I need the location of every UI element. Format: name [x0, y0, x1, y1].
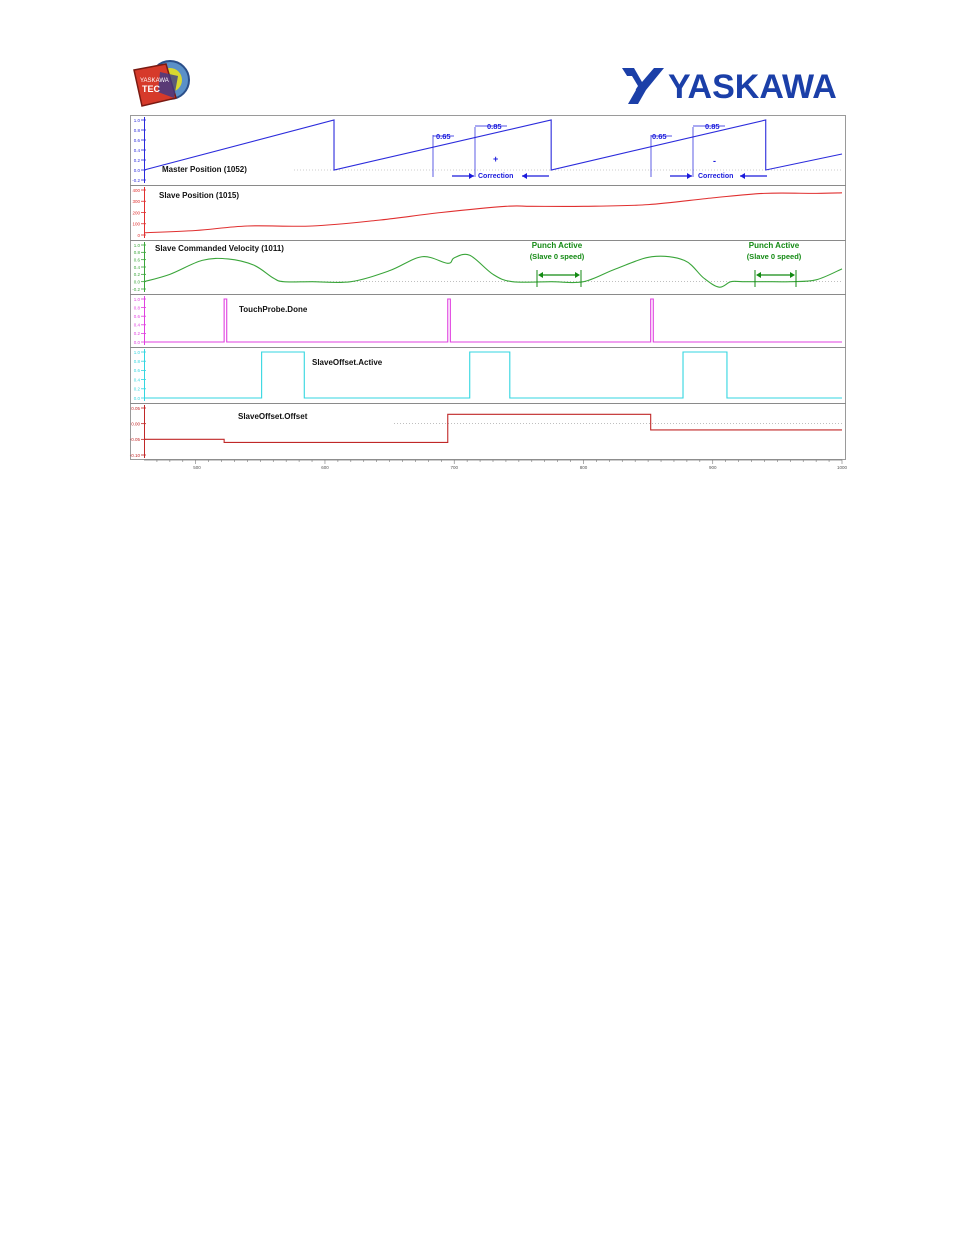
- annotation-sign: +: [493, 154, 499, 164]
- y-tick-label: 0.6: [133, 137, 140, 143]
- panel-title: Master Position (1052): [162, 165, 247, 174]
- y-tick-label: 0.4: [133, 322, 140, 328]
- x-tick-label: 1000: [836, 465, 848, 470]
- y-tick-label: 200: [132, 210, 140, 216]
- panel-title: SlaveOffset.Offset: [238, 412, 308, 421]
- y-tick-label: 1.0: [133, 349, 140, 355]
- y-tick-label: 0.8: [133, 127, 140, 133]
- y-tick-label: 0.8: [133, 359, 140, 364]
- y-tick-label: 0.00: [131, 421, 140, 427]
- x-tick-label: 500: [193, 465, 201, 470]
- panel-title: Slave Commanded Velocity (1011): [155, 244, 284, 253]
- annotation-085: 0.85: [705, 122, 720, 131]
- y-tick-label: -0.2: [132, 286, 140, 292]
- brand-name: YASKAWA: [668, 68, 837, 106]
- annotation-sign: -: [713, 156, 716, 166]
- annotation-085: 0.85: [487, 122, 502, 131]
- yaskawa-tec-badge-logo: [130, 58, 200, 110]
- y-tick-label: 0: [137, 232, 140, 238]
- annotation-065: 0.65: [436, 132, 451, 141]
- y-tick-label: 0.6: [133, 314, 140, 319]
- y-tick-label: 0.2: [133, 331, 140, 337]
- y-tick-label: 300: [132, 199, 140, 205]
- y-tick-label: 0.0: [133, 339, 140, 345]
- x-tick-label: 700: [450, 465, 458, 470]
- y-tick-label: -0.05: [129, 437, 140, 443]
- annotation-punch-active: Punch Active: [748, 241, 800, 250]
- y-tick-label: 1.0: [133, 296, 140, 302]
- y-tick-label: -0.10: [129, 452, 140, 458]
- annotation-correction: Correction: [698, 173, 734, 180]
- panel-title: TouchProbe.Done: [239, 305, 308, 314]
- x-tick-label: 600: [321, 465, 329, 470]
- y-tick-label: 0.8: [133, 305, 140, 311]
- annotation-correction: Correction: [478, 173, 514, 180]
- x-tick-label: 800: [579, 465, 588, 470]
- y-tick-label: 0.2: [133, 386, 140, 392]
- scope-chart-svg: [130, 115, 846, 470]
- y-tick-label: 0.0: [133, 279, 140, 285]
- annotation-065: 0.65: [652, 132, 667, 141]
- y-tick-label: 0.2: [133, 272, 140, 278]
- y-tick-label: 0.6: [133, 368, 140, 374]
- scope-chart: [130, 115, 846, 470]
- y-tick-label: 1.0: [133, 117, 140, 123]
- annotation-slave-zero-speed: (Slave 0 speed): [529, 252, 585, 261]
- y-tick-label: 0.05: [131, 405, 140, 411]
- yaskawa-mark-icon: [620, 64, 666, 108]
- panel-title: Slave Position (1015): [159, 191, 240, 200]
- y-tick-label: 0.4: [133, 147, 140, 153]
- y-tick-label: 0.0: [133, 395, 140, 401]
- y-tick-label: 0.6: [133, 257, 140, 263]
- annotation-punch-active: Punch Active: [531, 241, 583, 250]
- y-tick-label: 0.8: [133, 250, 140, 256]
- y-tick-label: 0.0: [133, 167, 140, 173]
- y-tick-label: 400: [132, 187, 140, 193]
- y-tick-label: 100: [132, 221, 140, 227]
- badge-text-2: TEC: [142, 84, 160, 94]
- annotation-slave-zero-speed: (Slave 0 speed): [746, 252, 802, 261]
- x-tick-label: 900: [708, 465, 717, 470]
- y-tick-label: 1.0: [133, 242, 140, 248]
- panel-title: SlaveOffset.Active: [312, 358, 383, 367]
- badge-text: YASKAWA: [140, 78, 169, 84]
- y-tick-label: 0.4: [133, 264, 140, 270]
- y-tick-label: 0.4: [133, 377, 140, 383]
- y-tick-label: 0.2: [133, 157, 140, 163]
- yaskawa-logo: [620, 64, 846, 110]
- y-tick-label: -0.2: [132, 177, 140, 183]
